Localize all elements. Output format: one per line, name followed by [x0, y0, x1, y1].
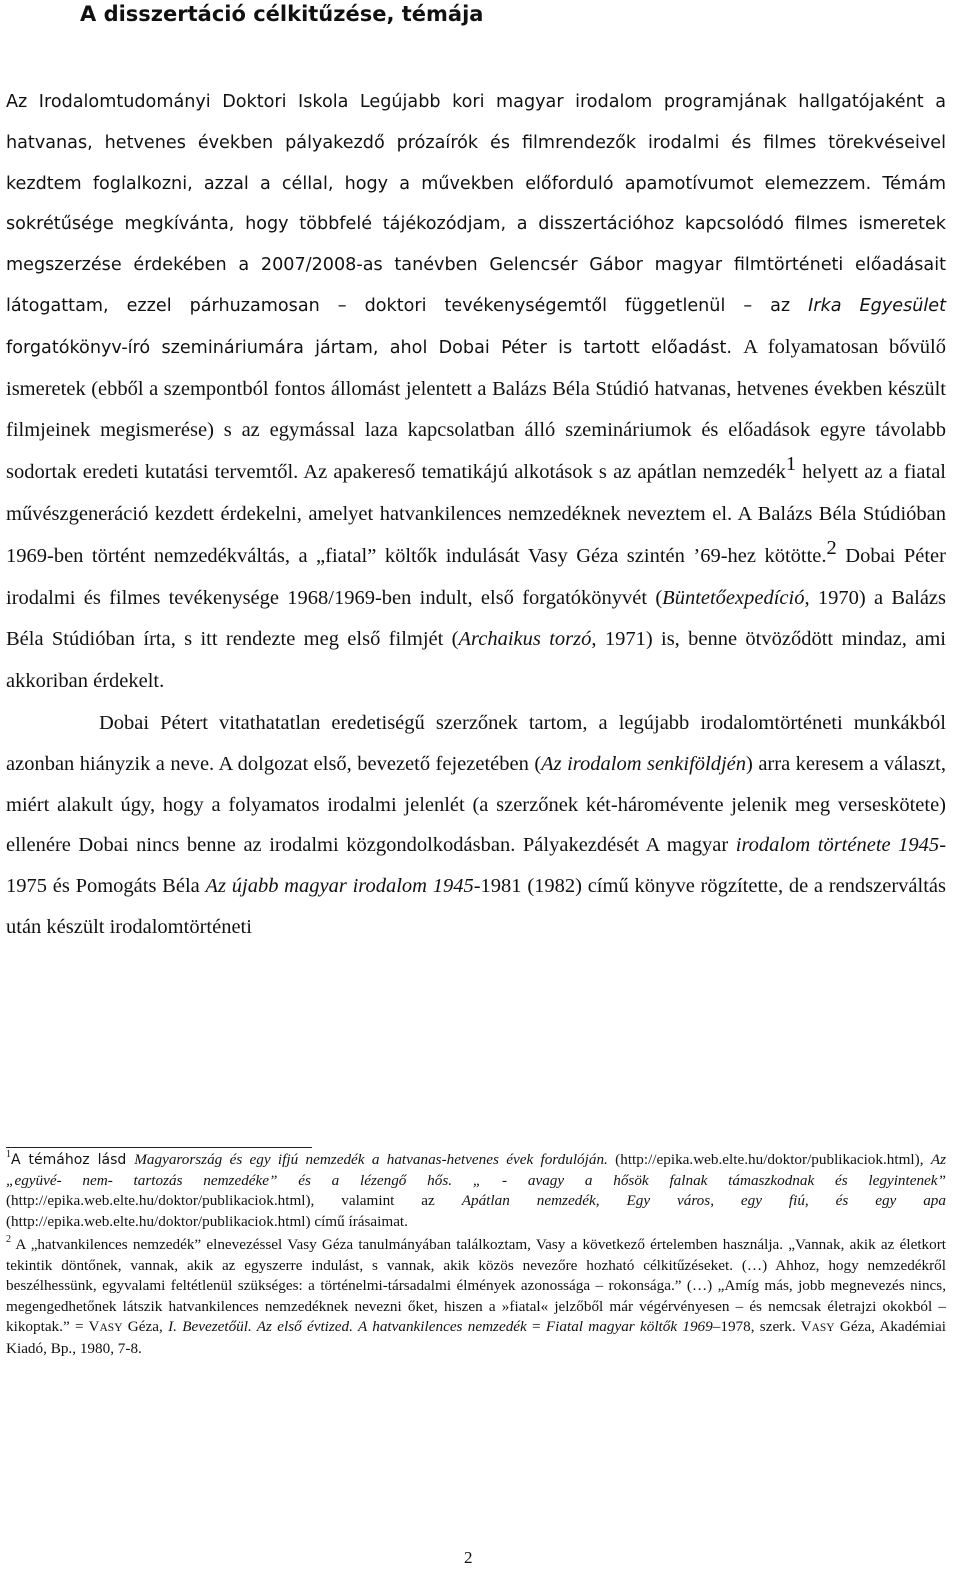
footnote-1-link-3: (http://epika.web.elte.hu/doktor/publikaciok.html) című írásaimat.: [6, 1212, 408, 1230]
archaikus-torzo-title: Archaikus torzó: [458, 628, 592, 651]
footnote-1-number: 1: [6, 1149, 11, 1160]
footnote-1: [6, 1150, 946, 1232]
p1-text-5: Dobai Péter irodalmi és filmes tevékenysége 1968/1969-ben indult, első forgatókönyvét (: [6, 544, 946, 609]
footnote-1-title-1: Magyarország és egy ifjú nemzedék a hatvanas-hetvenes évek fordulóján.: [134, 1151, 608, 1168]
year-range-1981: -1981: [473, 875, 522, 898]
body-text: [6, 82, 946, 948]
paragraph-1: [6, 82, 946, 703]
footnote-2-text-d: 1978, szerk. V: [720, 1318, 812, 1335]
page-title: A disszertáció célkitűzése, témája: [80, 2, 484, 26]
p1-text-3: A folyamatosan bővülő ismeretek (ebből a szempontból fontos állomást jelentett a Balázs Béla Stúdió hatvanas, hetvenes években készült filmjeinek megismerése) s az egymással laza kapcsolatban álló szemináriumok és előadások egyre távolabb sodortak eredeti kutatási tervemtől. Az apakereső tematikájú alkotások s az apátlan nemzedék: [6, 335, 947, 484]
footnote-2-number: 2: [6, 1234, 11, 1245]
p1-text-2: forgatókönyv-író szemináriumára jártam, ahol Dobai Péter is tartott előadást.: [6, 337, 744, 358]
footnote-2-title-1: I. Bevezetőül. Az első évtized. A hatvankilences nemzedék: [168, 1318, 527, 1335]
ujabb-magyar-irodalom-title: Az újabb magyar irodalom 1945: [205, 875, 474, 898]
footnote-1-text-a: A témához lásd: [11, 1152, 135, 1168]
footnote-2-smallcaps-2: ASY: [811, 1322, 835, 1334]
p2-text-1: Dobai Pétert vitathatatlan eredetiségű szerzőnek tartom, a legújabb irodalomtörténeti munkákból azonban hiányzik a neve. A dolgozat első, bevezető fejezetében (: [6, 711, 946, 775]
p2-text-2: ) arra keresem a választ, miért alakult úgy, hogy a folyamatos irodalmi jelenlét (a szerzőnek két-háromévente jelenik meg verseskötete) ellenére Dobai nincs benne az irodalmi közgondolkodásban. Pályakezdését: [6, 752, 946, 857]
p1-text-6: , 1970) a Balázs Béla Stúdióban írta, s itt rendezte meg első filmjét (: [6, 586, 946, 651]
footnotes: [6, 1150, 946, 1362]
footnote-2: [6, 1235, 946, 1359]
a-magyar-text: A magyar: [645, 834, 729, 857]
footnote-2-text-a: A „hatvankilences nemzedék” elnevezéssel Vasy Géza tanulmányában találkoztam, Vasy a következő értelemben használja. „Vannak, akik az életkort tekintik döntőnek, vannak, akik az egyszerre indulást, s vannak, akik közös nevezőre hozható célkitűzéseket. (…) Ahhoz, hogy nemzedékről beszélhessünk, egyvalami feltétlenül szükséges: a történelmi-társadalmi élmények azonossága – rokonsága.” (…) „Amíg más, jobb megnevezés nincs, megengedhetőnek látszik hatvankilences nemzedéknek nevezni őket, hiszen a »fiatal« jelzőből már végérvényesen – és nemcsak életrajzi okokból – kikoptak.” = V: [6, 1236, 946, 1335]
senkifoldjen-title: Az irodalom senkiföldjén: [541, 752, 747, 775]
irodalom-tortenete-title: irodalom története 1945: [735, 834, 940, 857]
footnote-ref-2: 2: [826, 536, 837, 559]
footnote-ref-1: 1: [785, 453, 797, 476]
buntetoexpedicio-title: Büntetőexpedíció: [662, 586, 805, 609]
footnote-2-smallcaps-1: ASY: [99, 1322, 123, 1334]
footnote-2-text-e: Géza, Akadémiai Kiadó, Bp., 1980, 7-8.: [6, 1318, 946, 1357]
page-number: 2: [464, 1548, 473, 1567]
footnote-1-link-1: (http://epika.web.elte.hu/doktor/publikaciok.html),: [607, 1151, 931, 1168]
footnote-2-text-b: Géza,: [122, 1318, 169, 1335]
footnote-2-text-c: =: [526, 1318, 546, 1335]
p1-text-1: Az Irodalomtudományi Doktori Iskola Legújabb kori magyar irodalom programjának hallgatójaként a hatvanas, hetvenes években pályakezdő prózaírók és filmrendezők irodalmi és filmes törekvéseivel kezdtem foglalkozni, azzal a céllal, hogy a művekben előforduló apamotívumot elemezzem. Témám sokrétűsége megkívánta, hogy többfelé tájékozódjam, a disszertációhoz kapcsolódó filmes ismeretek megszerzése érdekében a 2007/2008-as tanévben Gelencsér Gábor magyar filmtörténeti előadásait látogattam, ezzel párhuzamosan – doktori tevékenységemtől függetlenül – az: [6, 92, 946, 316]
irka-title: Irka Egyesület: [808, 295, 946, 316]
footnote-separator: [6, 1147, 312, 1148]
footnote-1-link-2: (http://epika.web.elte.hu/doktor/publikaciok.html), valamint az: [6, 1192, 462, 1209]
p2-text-3: -1975 és Pomogáts Béla: [6, 834, 947, 898]
footnote-1-title-3: Apátlan nemzedék, Egy város, egy fiú, és egy apa: [461, 1192, 946, 1209]
footnote-2-title-2: Fiatal magyar költők 1969–: [545, 1318, 721, 1335]
p1-text-4: helyett az a fiatal művészgeneráció kezdett érdekelni, amelyet hatvankilences nemzedéknek neveztem el. A Balázs Béla Stúdióban 1969-ben történt nemzedékváltás, a „fiatal” költők indulását Vasy Géza szintén ’69-hez kötötte.: [6, 461, 946, 567]
p2-text-4: (1982) című könyve rögzítette, de a rendszerváltás után készült irodalomtörténeti: [6, 875, 947, 938]
p1-text-7: , 1971) is, benne ötvöződött mindaz, ami akkoriban érdekelt.: [6, 628, 946, 693]
footnote-1-title-2: Az „együvé- nem- tartozás nemzedéke” és a lézengő hős. „ - avagy a hősök falnak támaszkodnak és legyintenek”: [6, 1151, 946, 1189]
paragraph-2: [6, 703, 946, 948]
